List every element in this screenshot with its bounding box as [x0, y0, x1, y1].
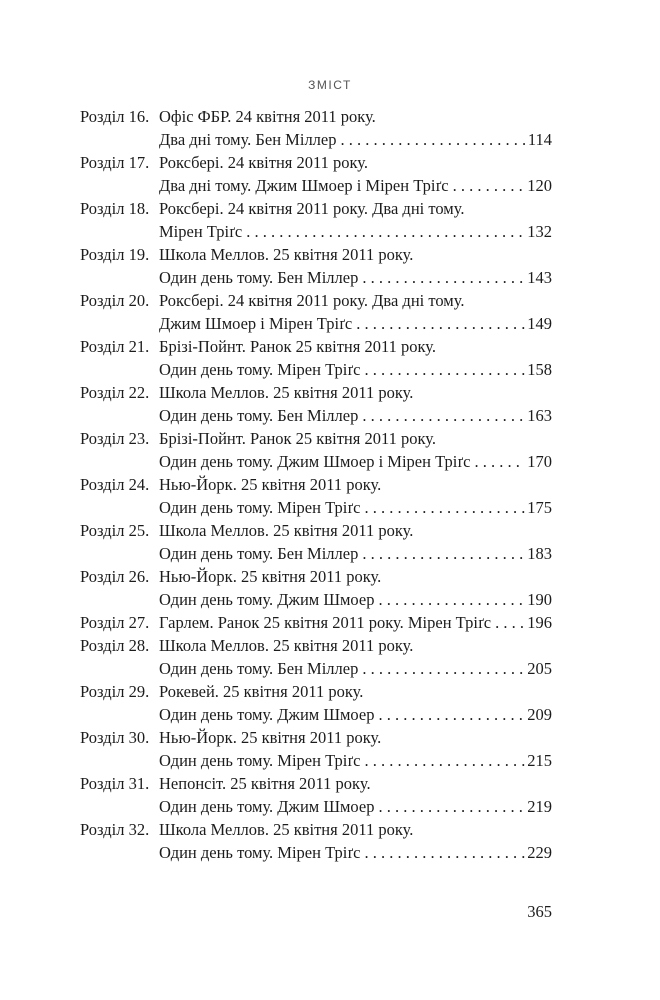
toc-entry[interactable]	[80, 197, 552, 243]
chapter-label: Розділ 32.	[80, 820, 150, 839]
toc-entry[interactable]	[80, 105, 552, 151]
page-number: 114	[527, 130, 552, 149]
entry-body	[159, 818, 552, 864]
entry-title-line: Брізі-Пойнт. Ранок 25 квітня 2011 року.	[159, 429, 436, 448]
dot-leader	[378, 795, 525, 818]
page-number: 229	[527, 843, 552, 862]
page-number: 149	[527, 314, 552, 333]
page-number: 158	[527, 360, 552, 379]
entry-body	[159, 335, 552, 381]
table-of-contents	[80, 105, 552, 864]
chapter-label: Розділ 27.	[80, 613, 150, 632]
entry-detail-text: Два дні тому. Бен Міллер	[159, 130, 337, 149]
entry-body	[159, 565, 552, 611]
entry-detail-line	[159, 358, 552, 381]
entry-title-line: Роксбері. 24 квітня 2011 року.	[159, 153, 369, 172]
page-number: 120	[527, 176, 552, 195]
page-number: 132	[527, 222, 552, 241]
entry-detail-line	[159, 128, 552, 151]
chapter-label: Розділ 23.	[80, 429, 150, 448]
entry-title-line: Рокевей. 25 квітня 2011 року.	[159, 682, 364, 701]
entry-detail-text: Два дні тому. Джим Шмоер і Мірен Тріґс	[159, 176, 449, 195]
entry-detail-text: Один день тому. Бен Міллер	[159, 268, 359, 287]
toc-entry[interactable]	[80, 381, 552, 427]
chapter-label: Розділ 20.	[80, 291, 150, 310]
entry-body	[159, 519, 552, 565]
chapter-label: Розділ 17.	[80, 153, 150, 172]
entry-body	[159, 427, 552, 473]
page-number: 163	[527, 406, 552, 425]
toc-entry[interactable]	[80, 634, 552, 680]
chapter-label: Розділ 26.	[80, 567, 150, 586]
entry-title-line: Нью-Йорк. 25 квітня 2011 року.	[159, 567, 382, 586]
chapter-label: Розділ 29.	[80, 682, 150, 701]
chapter-label: Розділ 22.	[80, 383, 150, 402]
entry-detail-line	[159, 404, 552, 427]
entry-detail-text: Один день тому. Мірен Тріґс	[159, 498, 361, 517]
entry-detail-text: Один день тому. Бен Міллер	[159, 406, 359, 425]
entry-detail-line	[159, 795, 552, 818]
entry-title-line: Брізі-Пойнт. Ранок 25 квітня 2011 року.	[159, 337, 436, 356]
dot-leader	[495, 611, 525, 634]
entry-detail-text: Один день тому. Джим Шмоер	[159, 705, 375, 724]
entry-title-line: Роксбері. 24 квітня 2011 року. Два дні тому.	[159, 199, 465, 218]
page-number: 183	[527, 544, 552, 563]
toc-entry[interactable]	[80, 473, 552, 519]
dot-leader	[364, 841, 525, 864]
entry-body	[159, 680, 552, 726]
toc-entry[interactable]	[80, 289, 552, 335]
dot-leader	[453, 174, 526, 197]
toc-entry[interactable]	[80, 151, 552, 197]
chapter-label: Розділ 24.	[80, 475, 150, 494]
entry-detail-line	[159, 841, 552, 864]
page-number: 143	[527, 268, 552, 287]
entry-detail-line	[159, 703, 552, 726]
entry-title-line: Школа Меллов. 25 квітня 2011 року.	[159, 245, 414, 264]
dot-leader	[378, 703, 525, 726]
entry-detail-text: Один день тому. Джим Шмоер	[159, 590, 375, 609]
toc-entry[interactable]	[80, 726, 552, 772]
entry-body	[159, 611, 552, 634]
entry-detail-text: Один день тому. Мірен Тріґс	[159, 751, 361, 770]
entry-title-line: Роксбері. 24 квітня 2011 року. Два дні тому.	[159, 291, 465, 310]
chapter-label: Розділ 19.	[80, 245, 150, 264]
entry-detail-line	[159, 657, 552, 680]
entry-body	[159, 634, 552, 680]
chapter-label: Розділ 28.	[80, 636, 150, 655]
page-number: 170	[527, 452, 552, 471]
entry-detail-line	[159, 588, 552, 611]
entry-title-line: Офіс ФБР. 24 квітня 2011 року.	[159, 107, 376, 126]
page-number: 175	[527, 498, 552, 517]
entry-detail-text: Мірен Тріґс	[159, 222, 243, 241]
entry-detail-text: Один день тому. Мірен Тріґс	[159, 843, 361, 862]
entry-detail-line	[159, 749, 552, 772]
toc-entry[interactable]	[80, 519, 552, 565]
entry-title-line: Школа Меллов. 25 квітня 2011 року.	[159, 820, 414, 839]
entry-detail-text: Гарлем. Ранок 25 квітня 2011 року. Мірен Тріґс	[159, 613, 492, 632]
chapter-label: Розділ 25.	[80, 521, 150, 540]
dot-leader	[474, 450, 525, 473]
entry-title-line: Школа Меллов. 25 квітня 2011 року.	[159, 521, 414, 540]
toc-entry[interactable]	[80, 243, 552, 289]
chapter-label: Розділ 30.	[80, 728, 150, 747]
toc-entry[interactable]	[80, 611, 552, 634]
entry-detail-text: Один день тому. Джим Шмоер	[159, 797, 375, 816]
dot-leader	[362, 266, 525, 289]
entry-body	[159, 197, 552, 243]
dot-leader	[246, 220, 525, 243]
entry-detail-line	[159, 611, 552, 634]
page-folio: 365	[527, 902, 552, 921]
page-number: 190	[527, 590, 552, 609]
chapter-label: Розділ 21.	[80, 337, 150, 356]
toc-entry[interactable]	[80, 680, 552, 726]
dot-leader	[362, 404, 525, 427]
entry-detail-line	[159, 496, 552, 519]
entry-body	[159, 105, 552, 151]
entry-title-line: Школа Меллов. 25 квітня 2011 року.	[159, 383, 414, 402]
entry-body	[159, 381, 552, 427]
dot-leader	[362, 542, 525, 565]
entry-body	[159, 243, 552, 289]
entry-body	[159, 289, 552, 335]
dot-leader	[364, 749, 525, 772]
toc-entry[interactable]	[80, 335, 552, 381]
entry-title-line: Непонсіт. 25 квітня 2011 року.	[159, 774, 371, 793]
dot-leader	[364, 358, 525, 381]
entry-detail-text: Один день тому. Джим Шмоер і Мірен Тріґс	[159, 452, 471, 471]
entry-detail-line	[159, 266, 552, 289]
entry-detail-text: Один день тому. Мірен Тріґс	[159, 360, 361, 379]
entry-body	[159, 151, 552, 197]
page-number: 209	[527, 705, 552, 724]
entry-detail-text: Один день тому. Бен Міллер	[159, 659, 359, 678]
chapter-label: Розділ 16.	[80, 107, 150, 126]
entry-detail-line	[159, 542, 552, 565]
entry-title-line: Нью-Йорк. 25 квітня 2011 року.	[159, 475, 382, 494]
entry-body	[159, 726, 552, 772]
page-number: 215	[527, 751, 552, 770]
running-head: ЗМІСТ	[308, 78, 352, 92]
page-number: 205	[527, 659, 552, 678]
entry-title-line: Нью-Йорк. 25 квітня 2011 року.	[159, 728, 382, 747]
entry-detail-text: Один день тому. Бен Міллер	[159, 544, 359, 563]
toc-entry[interactable]	[80, 565, 552, 611]
dot-leader	[364, 496, 525, 519]
entry-detail-line	[159, 174, 552, 197]
toc-entry[interactable]	[80, 772, 552, 818]
entry-detail-line	[159, 220, 552, 243]
entry-detail-line	[159, 450, 552, 473]
toc-entry[interactable]	[80, 818, 552, 864]
dot-leader	[378, 588, 525, 611]
chapter-label: Розділ 31.	[80, 774, 150, 793]
entry-detail-text: Джим Шмоер і Мірен Тріґс	[159, 314, 353, 333]
dot-leader	[356, 312, 525, 335]
chapter-label: Розділ 18.	[80, 199, 150, 218]
page-number: 219	[527, 797, 552, 816]
page-number: 196	[527, 613, 552, 632]
toc-entry[interactable]	[80, 427, 552, 473]
entry-body	[159, 772, 552, 818]
dot-leader	[362, 657, 525, 680]
entry-body	[159, 473, 552, 519]
entry-title-line: Школа Меллов. 25 квітня 2011 року.	[159, 636, 414, 655]
entry-detail-line	[159, 312, 552, 335]
dot-leader	[340, 128, 525, 151]
